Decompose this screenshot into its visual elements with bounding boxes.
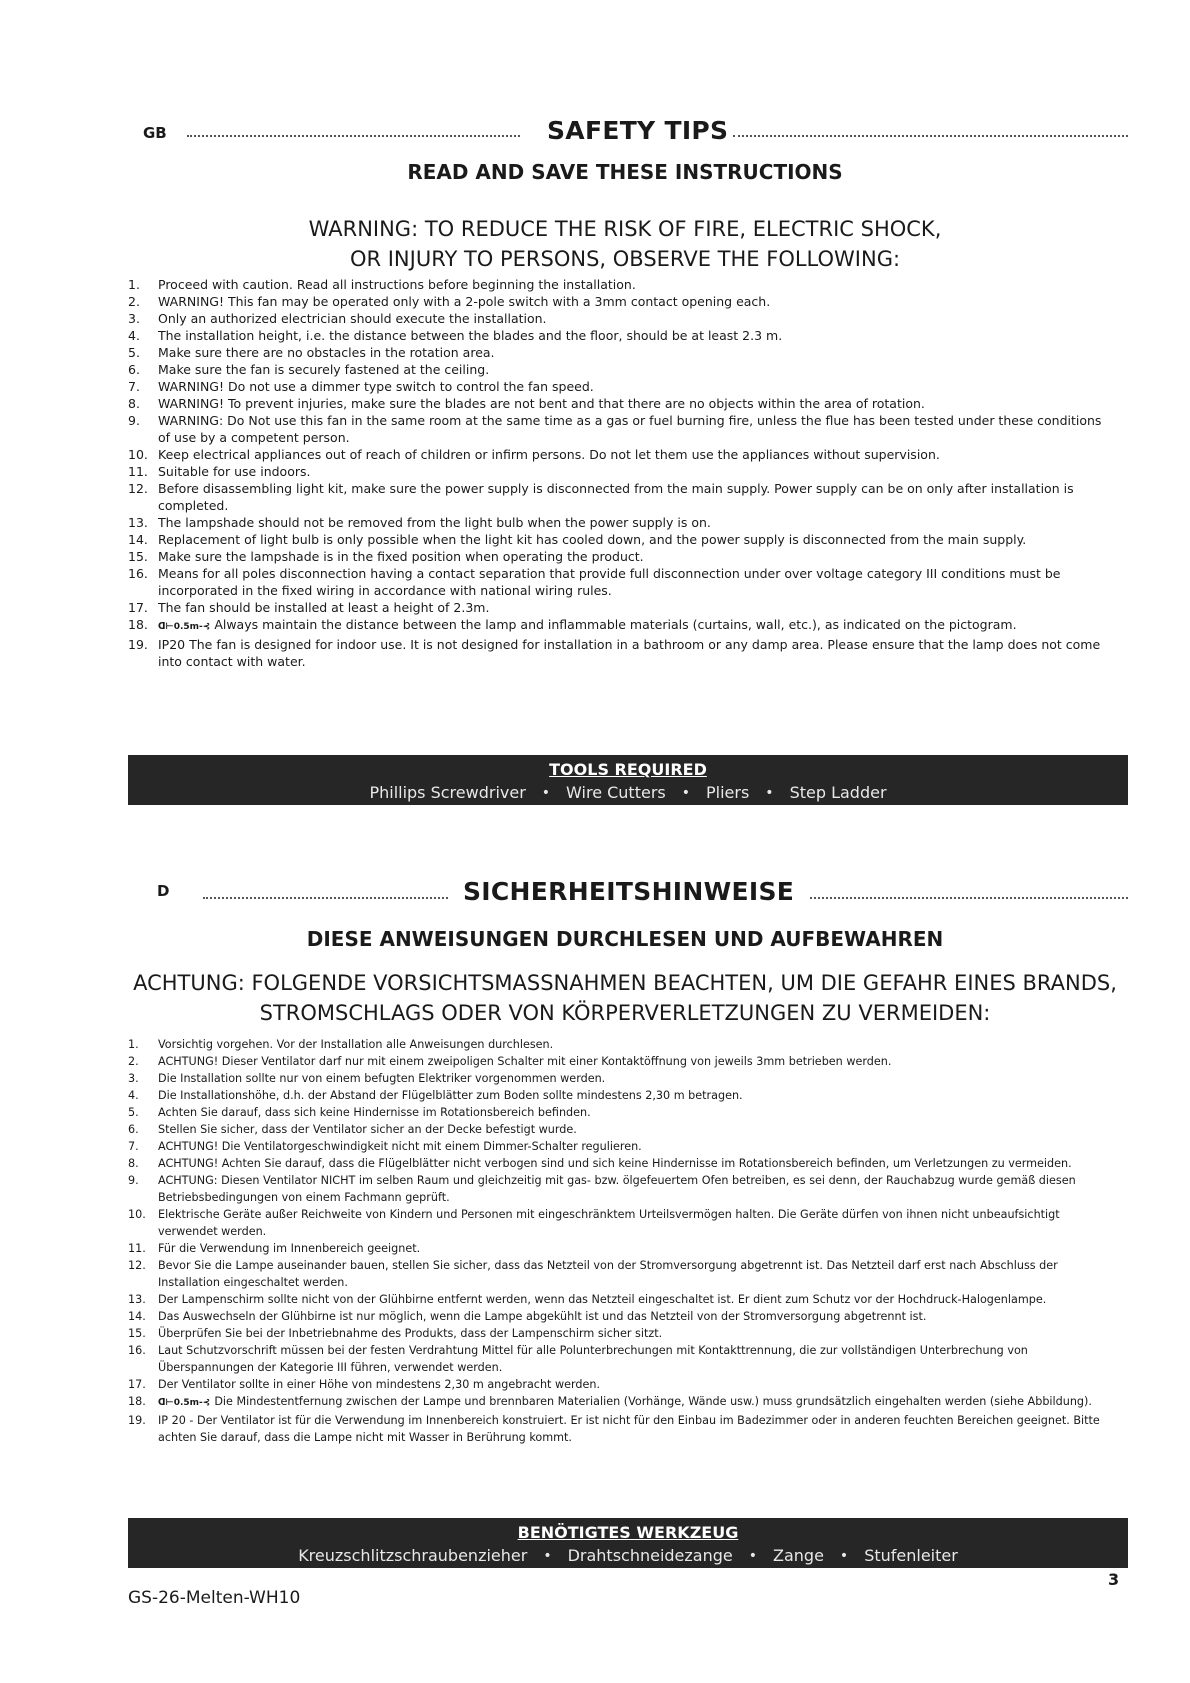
de-instruction-number: 9. — [128, 1174, 139, 1187]
de-tool-item: Stufenleiter — [864, 1546, 958, 1565]
de-instruction-item — [128, 1155, 1113, 1172]
de-instruction-text: Die Mindestentfernung zwischen der Lampe und brennbaren Materialien (Vorhänge, Wände usw.) muss grundsätzlich eingehalten werden (siehe Abbildung). — [214, 1395, 1092, 1408]
gb-instruction-text: Always maintain the distance between the lamp and inflammable materials (curtains, wall, etc.), as indicated on the pictogram. — [214, 617, 1017, 632]
gb-instruction-number: 10. — [128, 447, 148, 462]
de-instruction-text: IP 20 - Der Ventilator ist für die Verwendung im Innenbereich konstruiert. Er ist nicht für den Einbau im Badezimmer oder in anderen feuchten Bereichen geeignet. Bitte achten Sie darauf, dass die Lampe nicht mit Wasser in Berührung kommt. — [158, 1414, 1100, 1444]
gb-instruction-number: 13. — [128, 515, 148, 530]
de-tools-bar — [128, 1518, 1128, 1568]
gb-instruction-text: WARNING! Do not use a dimmer type switch to control the fan speed. — [158, 379, 594, 394]
gb-instruction-text: The lampshade should not be removed from the light bulb when the power supply is on. — [158, 515, 711, 530]
gb-instruction-item — [128, 446, 1113, 463]
de-instruction-number: 1. — [128, 1038, 139, 1051]
de-instruction-item — [128, 1257, 1113, 1291]
de-instruction-number: 13. — [128, 1293, 146, 1306]
model-code: GS-26-Melten-WH10 — [128, 1588, 301, 1608]
gb-instruction-text: WARNING: Do Not use this fan in the same room at the same time as a gas or fuel burning fire, unless the flue has been tested under these conditions of use by a competent person. — [158, 413, 1102, 445]
gb-instruction-text: WARNING! This fan may be operated only with a 2-pole switch with a 3mm contact opening each. — [158, 294, 771, 309]
gb-instruction-item — [128, 344, 1113, 361]
gb-instruction-text: The fan should be installed at least a height of 2.3m. — [158, 600, 490, 615]
gb-instruction-text: Make sure the lampshade is in the fixed position when operating the product. — [158, 549, 644, 564]
de-instruction-number: 11. — [128, 1242, 146, 1255]
de-warning — [0, 968, 1190, 1028]
gb-instruction-number: 8. — [128, 396, 140, 411]
de-instruction-text: ACHTUNG! Achten Sie darauf, dass die Flügelblätter nicht verbogen sind und sich keine Hindernisse im Rotationsbereich befinden, um Verletzungen zu vermeiden. — [158, 1157, 1072, 1170]
de-instruction-text: Der Lampenschirm sollte nicht von der Glühbirne entfernt werden, wenn das Netzteil eingeschaltet ist. Er dient zum Schutz vor der Hochdruck-Halogenlampe. — [158, 1293, 1047, 1306]
de-instruction-text: Die Installationshöhe, d.h. der Abstand der Flügelblätter zum Boden sollte mindestens 2,30 m betragen. — [158, 1089, 743, 1102]
de-instruction-number: 14. — [128, 1310, 146, 1323]
gb-instruction-number: 2. — [128, 294, 140, 309]
page-number: 3 — [1108, 1570, 1120, 1589]
gb-tools-separator: • — [681, 785, 690, 801]
gb-instruction-item — [128, 378, 1113, 395]
de-instruction-number: 19. — [128, 1414, 146, 1427]
gb-instruction-number: 7. — [128, 379, 140, 394]
gb-instruction-item — [128, 395, 1113, 412]
de-instruction-item — [128, 1036, 1113, 1053]
de-instruction-item — [128, 1325, 1113, 1342]
gb-instruction-text: Means for all poles disconnection having a contact separation that provide full disconnection under over voltage category III conditions must be incorporated in the fixed wiring in accordance with national wiring rules. — [158, 566, 1061, 598]
gb-instruction-item — [128, 480, 1113, 514]
gb-section-title: SAFETY TIPS — [547, 116, 729, 145]
gb-instruction-item — [128, 565, 1113, 599]
de-instruction-item — [128, 1308, 1113, 1325]
de-pictogram-label: 0.5m — [173, 1398, 200, 1408]
de-instruction-item — [128, 1393, 1113, 1412]
gb-instruction-number: 1. — [128, 277, 140, 292]
de-instruction-number: 16. — [128, 1344, 146, 1357]
de-instruction-item — [128, 1104, 1113, 1121]
de-instruction-number: 8. — [128, 1157, 139, 1170]
gb-instruction-text: The installation height, i.e. the distance between the blades and the floor, should be at least 2.3 m. — [158, 328, 783, 343]
gb-tool-item: Step Ladder — [789, 783, 887, 802]
de-instruction-text: ACHTUNG: Diesen Ventilator NICHT im selben Raum und gleichzeitig mit gas- bzw. ölgefeuertem Ofen betreiben, es sei denn, der Rauchabzug wurde gemäß diesen Betriebsbedingungen von einem Fachmann geprüft. — [158, 1174, 1076, 1204]
gb-instruction-text: Proceed with caution. Read all instructions before beginning the installation. — [158, 277, 636, 292]
de-instruction-item — [128, 1206, 1113, 1240]
de-instruction-number: 3. — [128, 1072, 139, 1085]
gb-instruction-number: 16. — [128, 566, 148, 581]
de-instruction-text: Elektrische Geräte außer Reichweite von Kindern und Personen mit eingeschränktem Urteilsvermögen halten. Die Geräte dürfen von ihnen nicht unbeaufsichtigt verwendet werden. — [158, 1208, 1060, 1238]
de-instruction-text: Vorsichtig vorgehen. Vor der Installation alle Anweisungen durchlesen. — [158, 1038, 554, 1051]
de-tools-separator: • — [543, 1548, 552, 1564]
de-warning-line-2: STROMSCHLAGS ODER VON KÖRPERVERLETZUNGEN ZU VERMEIDEN: — [259, 1001, 991, 1025]
gb-instruction-number: 5. — [128, 345, 140, 360]
gb-tool-item: Pliers — [706, 783, 750, 802]
de-lang-code: D — [157, 882, 170, 900]
de-instructions-list — [128, 1036, 1113, 1446]
de-instruction-text: Die Installation sollte nur von einem befugten Elektriker vorgenommen werden. — [158, 1072, 606, 1085]
gb-instruction-number: 14. — [128, 532, 148, 547]
de-section-title: SICHERHEITSHINWEISE — [463, 877, 795, 906]
de-instruction-number: 2. — [128, 1055, 139, 1068]
de-instruction-text: Achten Sie darauf, dass sich keine Hindernisse im Rotationsbereich befinden. — [158, 1106, 591, 1119]
gb-tools-title: TOOLS REQUIRED — [549, 760, 707, 779]
de-instruction-text: ACHTUNG! Dieser Ventilator darf nur mit einem zweipoligen Schalter mit einer Kontaktöffnung von jeweils 3mm betrieben werden. — [158, 1055, 892, 1068]
de-instruction-text: Bevor Sie die Lampe auseinander bauen, stellen Sie sicher, dass das Netzteil von der Stromversorgung abgetrennt ist. Das Netzteil darf erst nach Abschluss der Installation eingeschaltet werden. — [158, 1259, 1058, 1289]
gb-instruction-item — [128, 548, 1113, 565]
de-warning-line-1: ACHTUNG: FOLGENDE VORSICHTSMASSNAHMEN BEACHTEN, UM DIE GEFAHR EINES BRANDS, — [133, 971, 1117, 995]
gb-warning-line-2: OR INJURY TO PERSONS, OBSERVE THE FOLLOWING: — [349, 247, 901, 271]
de-instruction-number: 6. — [128, 1123, 139, 1136]
de-instruction-text: Der Ventilator sollte in einer Höhe von mindestens 2,30 m angebracht werden. — [158, 1378, 601, 1391]
gb-tool-item: Phillips Screwdriver — [369, 783, 526, 802]
gb-instruction-number: 3. — [128, 311, 140, 326]
gb-instruction-item — [128, 412, 1113, 446]
gb-subtitle: READ AND SAVE THESE INSTRUCTIONS — [407, 160, 843, 184]
de-tools-title: BENÖTIGTES WERKZEUG — [517, 1523, 739, 1542]
de-instruction-item — [128, 1342, 1113, 1376]
gb-instruction-text: Make sure the fan is securely fastened at the ceiling. — [158, 362, 490, 377]
gb-instruction-item — [128, 361, 1113, 378]
de-instruction-item — [128, 1138, 1113, 1155]
gb-instruction-item — [128, 514, 1113, 531]
gb-instruction-text: Replacement of light bulb is only possible when the light kit has cooled down, and the power supply is disconnected from the main supply. — [158, 532, 1027, 547]
de-instruction-text: Überprüfen Sie bei der Inbetriebnahme des Produkts, dass der Lampenschirm sicher sitzt. — [158, 1327, 663, 1340]
de-instruction-item — [128, 1121, 1113, 1138]
gb-pictogram-label: 0.5m — [173, 622, 200, 632]
de-instruction-text: Das Auswechseln der Glühbirne ist nur möglich, wenn die Lampe abgekühlt ist und das Netzteil von der Stromversorgung abgetrennt ist. — [158, 1310, 927, 1323]
gb-instruction-item — [128, 276, 1113, 293]
de-instruction-item — [128, 1172, 1113, 1206]
gb-instruction-text: Only an authorized electrician should execute the installation. — [158, 311, 547, 326]
gb-instruction-number: 17. — [128, 600, 148, 615]
de-tools-list — [128, 1545, 1128, 1567]
gb-instruction-item — [128, 599, 1113, 616]
gb-warning — [0, 214, 1190, 274]
distance-pictogram-icon: ᗡ⊢0.5m-⊰ — [158, 622, 211, 632]
gb-instruction-number: 4. — [128, 328, 140, 343]
gb-warning-line-1: WARNING: TO REDUCE THE RISK OF FIRE, ELECTRIC SHOCK, — [308, 217, 942, 241]
gb-instruction-number: 18. — [128, 617, 148, 632]
de-subtitle: DIESE ANWEISUNGEN DURCHLESEN UND AUFBEWAHREN — [306, 927, 944, 951]
de-tool-item: Kreuzschlitzschraubenzieher — [298, 1546, 528, 1565]
de-instruction-number: 15. — [128, 1327, 146, 1340]
de-tool-item: Zange — [773, 1546, 824, 1565]
gb-instruction-text: Before disassembling light kit, make sure the power supply is disconnected from the main supply. Power supply can be on only after installation is completed. — [158, 481, 1074, 513]
de-instruction-number: 5. — [128, 1106, 139, 1119]
de-instruction-text: ACHTUNG! Die Ventilatorgeschwindigkeit nicht mit einem Dimmer-Schalter regulieren. — [158, 1140, 642, 1153]
gb-title-dots-right — [733, 135, 1128, 137]
de-instruction-number: 18. — [128, 1395, 146, 1408]
gb-instruction-number: 11. — [128, 464, 148, 479]
gb-instruction-item — [128, 531, 1113, 548]
de-instruction-number: 10. — [128, 1208, 146, 1221]
gb-instruction-number: 12. — [128, 481, 148, 496]
de-instruction-number: 7. — [128, 1140, 139, 1153]
de-instruction-item — [128, 1412, 1113, 1446]
de-title-dots-left — [203, 897, 448, 899]
de-tools-separator: • — [748, 1548, 758, 1564]
gb-instruction-text: IP20 The fan is designed for indoor use. It is not designed for installation in a bathroom or any damp area. Please ensure that the lamp does not come into contact with water. — [158, 637, 1101, 669]
gb-instruction-item — [128, 327, 1113, 344]
gb-instruction-number: 9. — [128, 413, 140, 428]
gb-instruction-item — [128, 463, 1113, 480]
de-instruction-item — [128, 1070, 1113, 1087]
de-title-dots-right — [810, 897, 1128, 899]
de-instruction-number: 12. — [128, 1259, 146, 1272]
de-instruction-number: 17. — [128, 1378, 146, 1391]
gb-instructions-list — [128, 276, 1113, 670]
gb-instruction-item — [128, 310, 1113, 327]
gb-instruction-item — [128, 293, 1113, 310]
gb-instruction-text: Keep electrical appliances out of reach of children or infirm persons. Do not let them use the appliances without supervision. — [158, 447, 940, 462]
gb-lang-code: GB — [143, 124, 167, 142]
de-instruction-item — [128, 1053, 1113, 1070]
gb-tool-item: Wire Cutters — [566, 783, 666, 802]
gb-instruction-text: Make sure there are no obstacles in the rotation area. — [158, 345, 495, 360]
de-tool-item: Drahtschneidezange — [567, 1546, 733, 1565]
gb-tools-separator: • — [765, 785, 774, 801]
gb-section-header — [0, 112, 1190, 152]
de-section-header — [0, 874, 1190, 914]
gb-instruction-item — [128, 636, 1113, 670]
gb-title-dots-left — [187, 135, 520, 137]
de-instruction-item — [128, 1087, 1113, 1104]
gb-tools-list — [128, 782, 1128, 804]
de-instruction-number: 4. — [128, 1089, 139, 1102]
gb-instruction-text: Suitable for use indoors. — [158, 464, 311, 479]
gb-instruction-number: 6. — [128, 362, 140, 377]
de-instruction-item — [128, 1291, 1113, 1308]
de-instruction-item — [128, 1376, 1113, 1393]
de-instruction-item — [128, 1240, 1113, 1257]
de-tools-separator: • — [839, 1548, 849, 1564]
gb-instruction-number: 19. — [128, 637, 148, 652]
de-instruction-text: Für die Verwendung im Innenbereich geeignet. — [158, 1242, 421, 1255]
de-instruction-text: Laut Schutzvorschrift müssen bei der festen Verdrahtung Mittel für alle Polunterbrechungen mit Kontakttrennung, die zur vollständigen Unterbrechung von Überspannungen der Kategorie III führen, verwendet werden. — [158, 1344, 1028, 1374]
gb-instruction-number: 15. — [128, 549, 148, 564]
gb-instruction-item — [128, 616, 1113, 636]
gb-instruction-text: WARNING! To prevent injuries, make sure the blades are not bent and that there are no objects within the area of rotation. — [158, 396, 925, 411]
distance-pictogram-icon: ᗡ⊢0.5m-⊰ — [158, 1398, 211, 1408]
gb-tools-separator: • — [541, 785, 551, 801]
gb-tools-bar — [128, 755, 1128, 805]
de-instruction-text: Stellen Sie sicher, dass der Ventilator sicher an der Decke befestigt wurde. — [158, 1123, 577, 1136]
